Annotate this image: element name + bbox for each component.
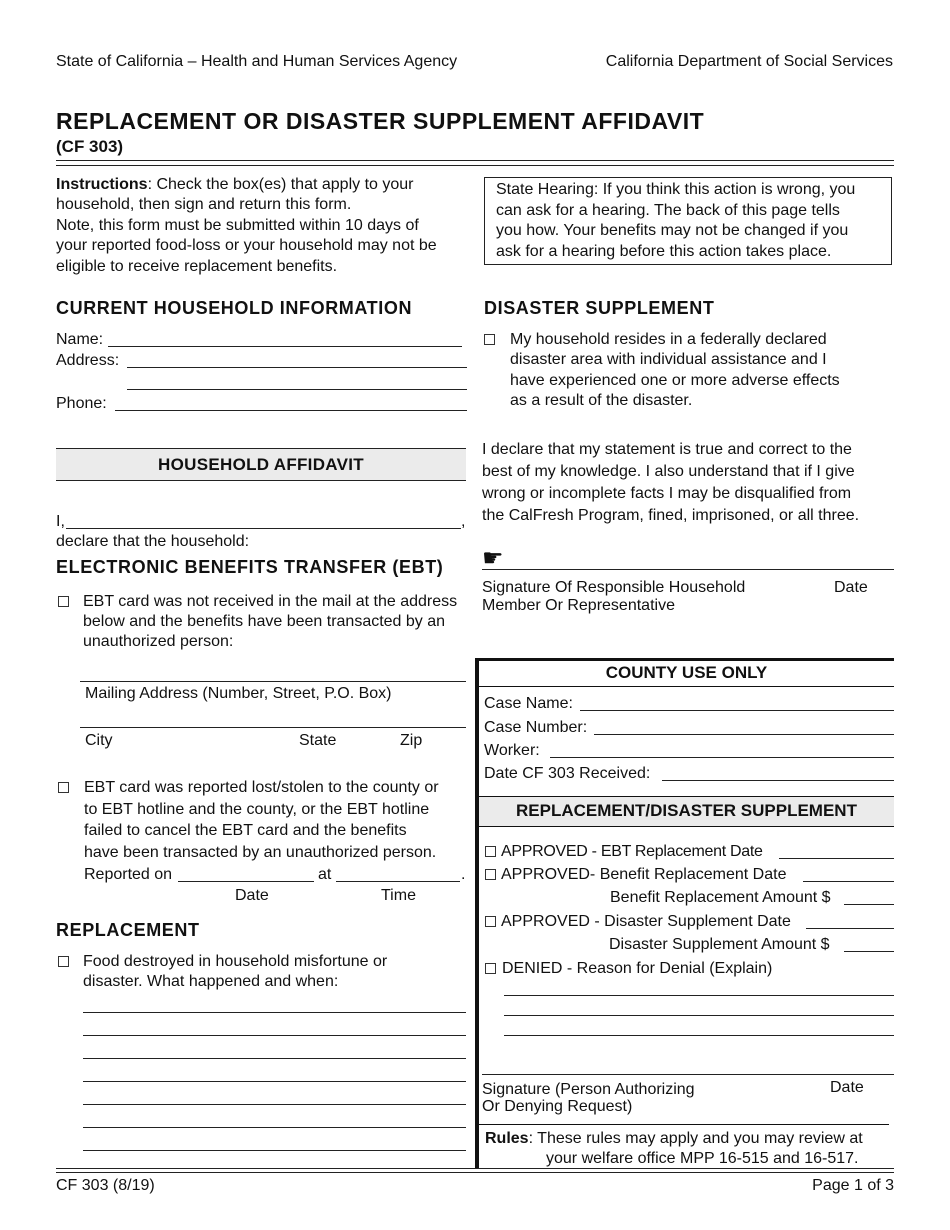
- household-affidavit-title: HOUSEHOLD AFFIDAVIT: [158, 455, 364, 474]
- instructions-line-1: Instructions: Check the box(es) that apply to your: [56, 176, 414, 193]
- denied-checkbox[interactable]: [485, 963, 496, 974]
- address-label: Address:: [56, 352, 120, 369]
- county-use-only-title: COUNTY USE ONLY: [605, 663, 768, 682]
- hearing-line-1: State Hearing: If you think this action is wrong, you: [496, 181, 856, 198]
- city-state-zip-field[interactable]: [80, 727, 466, 728]
- header-rule-2: [56, 165, 894, 166]
- ebt-item1-line-2: below and the benefits have been transacted by an: [83, 613, 446, 630]
- approved-benefit-checkbox[interactable]: [485, 869, 496, 880]
- denied-label: DENIED - Reason for Denial (Explain): [502, 960, 773, 977]
- declaration-line-2: best of my knowledge. I also understand that if I give: [482, 463, 855, 480]
- county-title-rule: [479, 686, 894, 687]
- what-happened-line-2[interactable]: [83, 1035, 466, 1036]
- household-signature-label-1: Signature Of Responsible Household: [482, 579, 746, 596]
- ebt-lost-stolen-checkbox[interactable]: [58, 782, 69, 793]
- case-number-label: Case Number:: [484, 719, 588, 736]
- city-label: City: [85, 732, 113, 749]
- case-name-field[interactable]: [580, 710, 894, 711]
- what-happened-line-5[interactable]: [83, 1104, 466, 1105]
- declaration-line-4: the CalFresh Program, fined, imprisoned, or all three.: [482, 507, 860, 524]
- benefit-amount-label: Benefit Replacement Amount $: [610, 889, 831, 906]
- approved-ebt-date-field[interactable]: [779, 858, 894, 859]
- what-happened-line-4[interactable]: [83, 1081, 466, 1082]
- denial-reason-line-1[interactable]: [504, 995, 894, 996]
- approved-benefit-date-field[interactable]: [803, 881, 894, 882]
- what-happened-line-7[interactable]: [83, 1150, 466, 1151]
- ebt-item1-line-1: EBT card was not received in the mail at the address: [83, 593, 458, 610]
- ebt-item2-line-1: EBT card was reported lost/stolen to the county or: [84, 779, 439, 796]
- household-signature-label-2: Member Or Representative: [482, 597, 675, 614]
- date-received-field[interactable]: [662, 780, 894, 781]
- replacement-title: REPLACEMENT: [56, 920, 200, 940]
- form-title: REPLACEMENT OR DISASTER SUPPLEMENT AFFIDAVIT: [56, 108, 705, 134]
- disaster-amount-field[interactable]: [844, 951, 894, 952]
- case-name-label: Case Name:: [484, 695, 573, 712]
- disaster-supplement-title: DISASTER SUPPLEMENT: [484, 298, 715, 318]
- hearing-line-4: ask for a hearing before this action takes place.: [496, 243, 832, 260]
- what-happened-line-6[interactable]: [83, 1127, 466, 1128]
- disaster-area-checkbox[interactable]: [484, 334, 495, 345]
- phone-label: Phone:: [56, 395, 107, 412]
- zip-label: Zip: [400, 732, 423, 749]
- replacement-line-2: disaster. What happened and when:: [83, 973, 339, 990]
- disaster-line-2: disaster area with individual assistance and I: [510, 351, 827, 368]
- name-label: Name:: [56, 331, 104, 348]
- declare-household-text: declare that the household:: [56, 533, 250, 550]
- reported-time-field[interactable]: [336, 881, 460, 882]
- household-affidavit-banner: [56, 448, 466, 481]
- hearing-line-3: you how. Your benefits may not be changed if you: [496, 222, 849, 239]
- ebt-item2-line-3: failed to cancel the EBT card and the benefits: [84, 822, 407, 839]
- declaration-line-1: I declare that my statement is true and correct to the: [482, 441, 852, 458]
- address-field-line-2[interactable]: [127, 389, 467, 390]
- worker-label: Worker:: [484, 742, 540, 759]
- household-info-title: CURRENT HOUSEHOLD INFORMATION: [56, 298, 413, 318]
- comma: ,: [461, 513, 466, 530]
- ebt-not-received-checkbox[interactable]: [58, 596, 69, 607]
- mailing-address-field[interactable]: [80, 681, 466, 682]
- ebt-item2-line-2: to EBT hotline and the county, or the EBT hotline: [84, 801, 430, 818]
- i-label: I,: [56, 513, 65, 530]
- rules-line-2: your welfare office MPP 16-515 and 16-517.: [546, 1150, 859, 1167]
- approved-ebt-label: APPROVED - EBT Replacement Date: [501, 843, 763, 860]
- county-box-left-border: [475, 658, 479, 1168]
- food-destroyed-checkbox[interactable]: [58, 956, 69, 967]
- phone-field[interactable]: [115, 410, 467, 411]
- state-label: State: [299, 732, 337, 749]
- agency-name: State of California – Health and Human Services Agency: [56, 53, 458, 70]
- denial-reason-line-3[interactable]: [504, 1035, 894, 1036]
- instructions-line-4: your reported food-loss or your household may not be: [56, 237, 437, 254]
- header-rule-1: [56, 160, 894, 161]
- hearing-line-2: can ask for a hearing. The back of this page tells: [496, 202, 840, 219]
- ebt-title: ELECTRONIC BENEFITS TRANSFER (EBT): [56, 557, 444, 577]
- date-received-label: Date CF 303 Received:: [484, 765, 651, 782]
- disaster-line-3: have experienced one or more adverse effects: [510, 372, 840, 389]
- form-code: (CF 303): [56, 137, 124, 156]
- authorizer-signature-label-2: Or Denying Request): [482, 1098, 633, 1115]
- approved-ebt-checkbox[interactable]: [485, 846, 496, 857]
- rules-top-rule: [479, 1124, 889, 1125]
- reported-on-label: Reported on: [84, 866, 173, 883]
- approved-disaster-date-field[interactable]: [806, 928, 894, 929]
- what-happened-line-3[interactable]: [83, 1058, 466, 1059]
- approved-benefit-label: APPROVED- Benefit Replacement Date: [501, 866, 787, 883]
- page-number: Page 1 of 3: [812, 1177, 894, 1194]
- authorizer-date-label: Date: [830, 1079, 864, 1096]
- date-caption: Date: [235, 887, 269, 904]
- name-field[interactable]: [108, 346, 462, 347]
- time-caption: Time: [381, 887, 416, 904]
- approved-disaster-label: APPROVED - Disaster Supplement Date: [501, 913, 791, 930]
- disaster-line-1: My household resides in a federally declared: [510, 331, 827, 348]
- disaster-amount-label: Disaster Supplement Amount $: [609, 936, 830, 953]
- household-signature-date-label: Date: [834, 579, 868, 596]
- declarant-name-field[interactable]: [66, 528, 461, 529]
- period: .: [461, 866, 466, 883]
- footer-rule-2: [56, 1172, 894, 1173]
- ebt-item2-line-4: have been transacted by an unauthorized person.: [84, 844, 437, 861]
- authorizer-signature-field[interactable]: [482, 1074, 894, 1075]
- department-name: California Department of Social Services: [605, 53, 893, 70]
- approved-disaster-checkbox[interactable]: [485, 916, 496, 927]
- rds-title: REPLACEMENT/DISASTER SUPPLEMENT: [516, 801, 857, 820]
- mailing-address-label: Mailing Address (Number, Street, P.O. Box): [85, 685, 392, 702]
- what-happened-line-1[interactable]: [83, 1012, 466, 1013]
- authorizer-signature-label-1: Signature (Person Authorizing: [482, 1081, 695, 1098]
- reported-date-field[interactable]: [178, 881, 314, 882]
- declaration-line-3: wrong or incomplete facts I may be disqualified from: [482, 485, 852, 502]
- instructions-line-2: household, then sign and return this form.: [56, 196, 352, 213]
- ebt-item1-line-3: unauthorized person:: [83, 633, 234, 650]
- pointing-hand-icon: ☛: [482, 545, 504, 572]
- at-label: at: [318, 866, 332, 883]
- form-number: CF 303 (8/19): [56, 1177, 155, 1194]
- benefit-amount-field[interactable]: [844, 904, 894, 905]
- instructions-line-3: Note, this form must be submitted within 10 days of: [56, 217, 419, 234]
- worker-field[interactable]: [550, 757, 894, 758]
- rules-line-1: Rules: These rules may apply and you may review at: [485, 1130, 863, 1147]
- address-field-line-1[interactable]: [127, 367, 467, 368]
- denial-reason-line-2[interactable]: [504, 1015, 894, 1016]
- replacement-line-1: Food destroyed in household misfortune or: [83, 953, 388, 970]
- rds-banner: [479, 796, 894, 827]
- case-number-field[interactable]: [594, 734, 894, 735]
- instructions-line-5: eligible to receive replacement benefits.: [56, 258, 338, 275]
- disaster-line-4: as a result of the disaster.: [510, 392, 693, 409]
- state-hearing-box: [484, 177, 892, 265]
- footer-rule-1: [56, 1168, 894, 1169]
- household-signature-field[interactable]: [482, 569, 894, 570]
